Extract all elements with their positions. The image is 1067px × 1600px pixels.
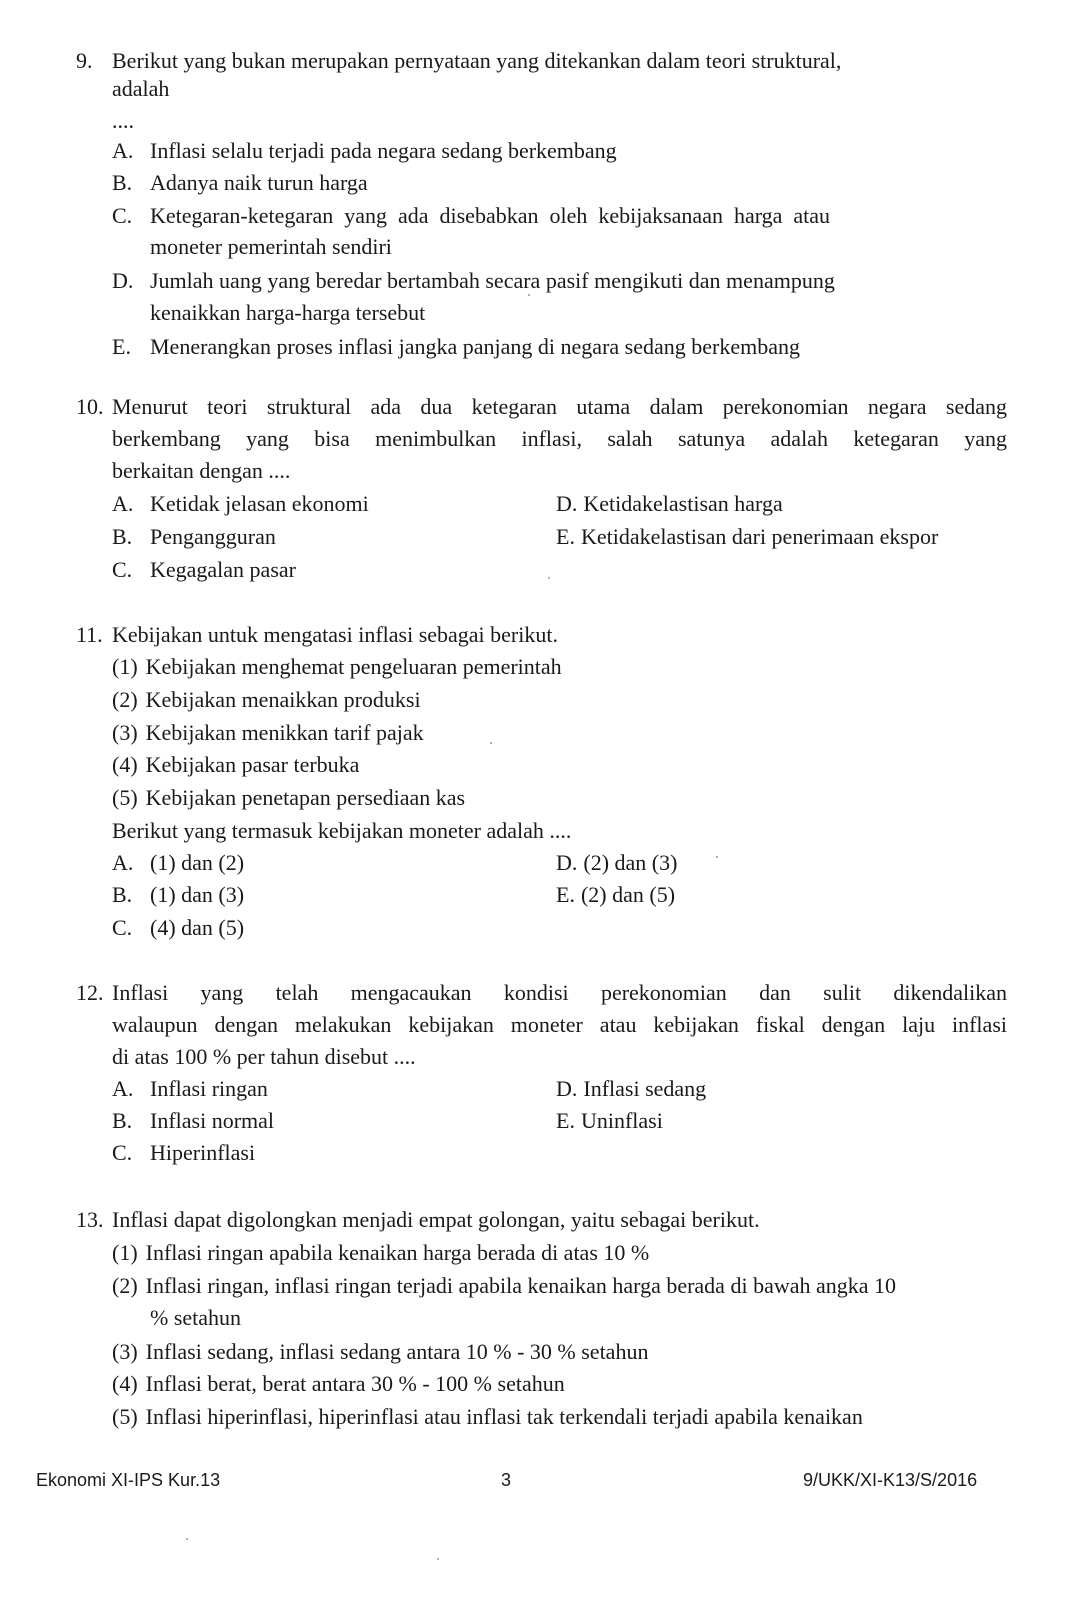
scan-speck xyxy=(490,742,492,744)
list-item: (2) Inflasi ringan, inflasi ringan terjadi apabila kenaikan harga berada di bawah angka 10 xyxy=(112,1273,897,1298)
option-a: A. Inflasi selalu terjadi pada negara sedang berkembang xyxy=(112,138,617,163)
option-d: D. Inflasi sedang xyxy=(556,1076,707,1101)
option-d: D. Ketidakelastisan harga xyxy=(556,491,783,516)
option-a: A. Ketidak jelasan ekonomi xyxy=(112,491,369,516)
question-stem-line: Berikut yang bukan merupakan pernyataan yang ditekankan dalam teori struktural, xyxy=(112,48,842,73)
option-e: E. Uninflasi xyxy=(556,1108,663,1133)
option-b: B. Adanya naik turun harga xyxy=(112,170,368,195)
scan-speck xyxy=(716,856,718,858)
option-a: A. Inflasi ringan xyxy=(112,1076,268,1101)
question-number: 13. xyxy=(76,1207,104,1232)
question-stem-line: berkembang yang bisa menimbulkan inflasi, salah satunya adalah ketegaran yang xyxy=(112,426,1007,451)
option-d: D. Jumlah uang yang beredar bertambah secara pasif mengikuti dan menampung xyxy=(112,268,835,293)
option-e: E. Menerangkan proses inflasi jangka panjang di negara sedang berkembang xyxy=(112,334,800,359)
scan-speck xyxy=(437,1558,439,1560)
option-c: C. Kegagalan pasar xyxy=(112,557,296,582)
scan-speck xyxy=(186,1538,188,1540)
option-c: C. Ketegaran-ketegaran yang ada disebabkan oleh kebijaksanaan harga atau xyxy=(112,203,831,228)
option-b: B. Inflasi normal xyxy=(112,1108,275,1133)
footer-subject: Ekonomi XI-IPS Kur.13 xyxy=(36,1470,221,1490)
option-b: B. (1) dan (3) xyxy=(112,882,245,907)
option-e: E. Ketidakelastisan dari penerimaan ekspor xyxy=(556,524,939,549)
question-number: 11. xyxy=(76,622,103,647)
question-stem-line: di atas 100 % per tahun disebut .... xyxy=(112,1044,416,1069)
question-stem: Inflasi dapat digolongkan menjadi empat golongan, yaitu sebagai berikut. xyxy=(112,1207,760,1232)
list-item: (5) Kebijakan penetapan persediaan kas xyxy=(112,785,466,810)
list-item: (1) Inflasi ringan apabila kenaikan harga berada di atas 10 % xyxy=(112,1240,650,1265)
question-stem-line: adalah xyxy=(112,76,170,101)
list-item: (2) Kebijakan menaikkan produksi xyxy=(112,687,421,712)
question-number: 9. xyxy=(76,48,93,73)
option-c: C. (4) dan (5) xyxy=(112,915,245,940)
scan-speck xyxy=(548,577,550,579)
list-item: (4) Kebijakan pasar terbuka xyxy=(112,752,360,777)
footer-code: 9/UKK/XI-K13/S/2016 xyxy=(803,1470,978,1490)
list-item-continuation: % setahun xyxy=(150,1305,242,1330)
list-item: (4) Inflasi berat, berat antara 30 % - 100 % setahun xyxy=(112,1371,565,1396)
list-item: (5) Inflasi hiperinflasi, hiperinflasi atau inflasi tak terkendali terjadi apabila kenaikan xyxy=(112,1404,863,1429)
footer-page-number: 3 xyxy=(501,1470,512,1490)
question-stem: Kebijakan untuk mengatasi inflasi sebagai berikut. xyxy=(112,622,558,647)
option-d-continuation: kenaikkan harga-harga tersebut xyxy=(150,300,426,325)
list-item: (3) Kebijakan menikkan tarif pajak xyxy=(112,720,424,745)
option-c: C. Hiperinflasi xyxy=(112,1140,256,1165)
option-c-continuation: moneter pemerintah sendiri xyxy=(150,234,392,259)
question-prompt: Berikut yang termasuk kebijakan moneter adalah .... xyxy=(112,818,572,843)
question-number: 12. xyxy=(76,980,104,1005)
option-b: B. Pengangguran xyxy=(112,524,276,549)
question-stem-line: Menurut teori struktural ada dua ketegaran utama dalam perekonomian negara sedang xyxy=(112,394,1007,419)
question-stem-line: walaupun dengan melakukan kebijakan moneter atau kebijakan fiskal dengan laju inflasi xyxy=(112,1012,1007,1037)
question-stem-line: .... xyxy=(112,108,134,133)
option-e: E. (2) dan (5) xyxy=(556,882,676,907)
scan-speck xyxy=(528,294,530,296)
question-stem-line: Inflasi yang telah mengacaukan kondisi perekonomian dan sulit dikendalikan xyxy=(112,980,1007,1005)
option-a: A. (1) dan (2) xyxy=(112,850,245,875)
question-stem-line: berkaitan dengan .... xyxy=(112,458,291,483)
list-item: (3) Inflasi sedang, inflasi sedang antara 10 % - 30 % setahun xyxy=(112,1339,649,1364)
question-number: 10. xyxy=(76,394,104,419)
list-item: (1) Kebijakan menghemat pengeluaran pemerintah xyxy=(112,654,562,679)
option-d: D. (2) dan (3) xyxy=(556,850,678,875)
